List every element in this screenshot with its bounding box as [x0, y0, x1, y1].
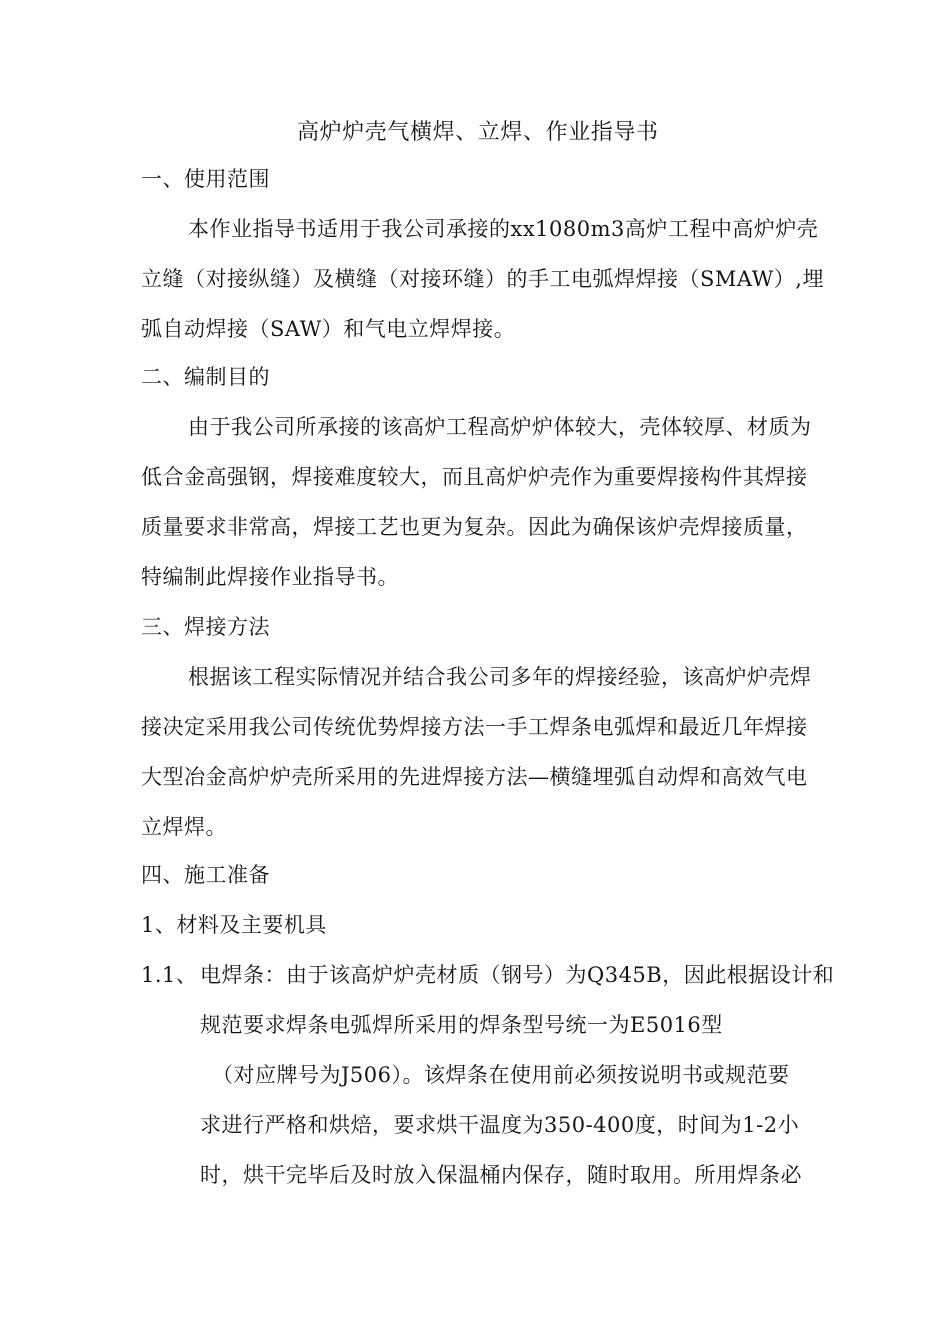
item-line: 求进行严格和烘焙，要求烘干温度为350-400度，时间为1-2小	[200, 1113, 800, 1137]
paragraph-line: 质量要求非常高，焊接工艺也更为复杂。因此为确保该炉壳焊接质量，	[141, 515, 808, 539]
section-heading-scope: 一、使用范围	[141, 167, 270, 191]
paragraph-line: 立焊焊。	[141, 815, 227, 839]
document-title: 高炉炉壳气横焊、立焊、作业指导书	[297, 120, 659, 145]
paragraph-line: 本作业指导书适用于我公司承接的xx1080m3高炉工程中高炉炉壳	[188, 217, 819, 241]
section-heading-method: 三、焊接方法	[141, 615, 270, 639]
paragraph-line: 立缝（对接纵缝）及横缝（对接环缝）的手工电弧焊焊接（SMAW）,埋	[141, 267, 824, 291]
item-line: 电焊条：由于该高炉炉壳材质（钢号）为Q345B，因此根据设计和	[200, 963, 835, 987]
section-heading-preparation: 四、施工准备	[141, 863, 270, 887]
item-line: 规范要求焊条电弧焊所采用的焊条型号统一为E5016型	[200, 1013, 723, 1037]
paragraph-line: 接决定采用我公司传统优势焊接方法一手工焊条电弧焊和最近几年焊接	[141, 715, 808, 739]
paragraph-line: 弧自动焊接（SAW）和气电立焊焊接。	[141, 317, 516, 341]
item-line: 时，烘干完毕后及时放入保温桶内保存，随时取用。所用焊条必	[200, 1163, 802, 1187]
paragraph-line: 特编制此焊接作业指导书。	[141, 565, 399, 589]
item-number: 1.1、	[141, 963, 198, 987]
paragraph-line: 根据该工程实际情况并结合我公司多年的焊接经验，该高炉炉壳焊	[188, 665, 812, 689]
paragraph-line: 大型冶金高炉炉壳所采用的先进焊接方法—横缝埋弧自动焊和高效气电	[141, 765, 808, 789]
paragraph-line: 由于我公司所承接的该高炉工程高炉炉体较大，壳体较厚、材质为	[188, 415, 812, 439]
item-line: （对应牌号为J506）。该焊条在使用前必须按说明书或规范要	[212, 1063, 790, 1087]
section-heading-purpose: 二、编制目的	[141, 365, 270, 389]
subsection-heading: 1、材料及主要机具	[141, 913, 327, 937]
paragraph-line: 低合金高强钢，焊接难度较大，而且高炉炉壳作为重要焊接构件其焊接	[141, 465, 808, 489]
